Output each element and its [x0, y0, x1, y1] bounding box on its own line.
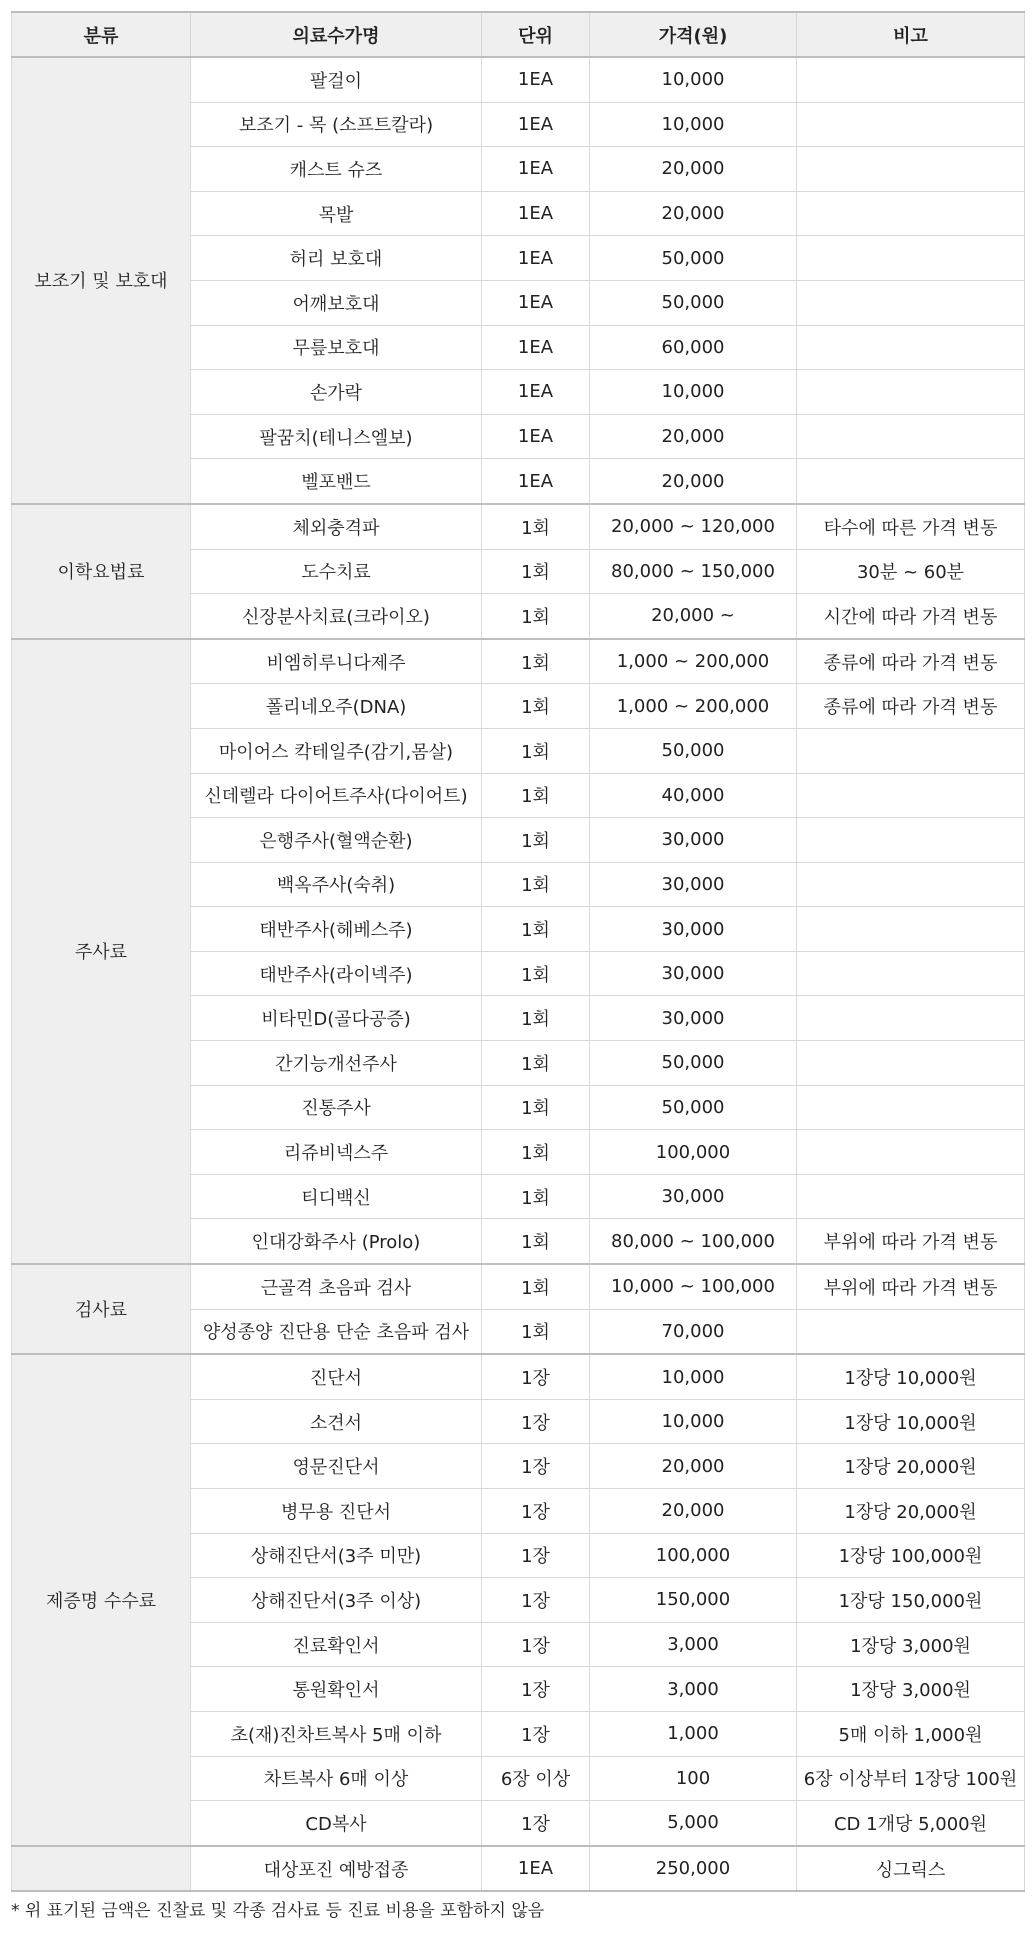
note-cell — [797, 818, 1025, 863]
price-cell: 30,000 — [590, 951, 797, 996]
note-cell — [797, 996, 1025, 1041]
unit-cell: 1장 — [482, 1801, 590, 1846]
note-cell: 싱그릭스 — [797, 1846, 1025, 1892]
price-cell: 50,000 — [590, 280, 797, 325]
item-name-cell: 진단서 — [191, 1354, 482, 1399]
unit-cell: 1회 — [482, 1174, 590, 1219]
item-name-cell: 태반주사(라이넥주) — [191, 951, 482, 996]
header-category: 분류 — [12, 12, 191, 57]
unit-cell: 1회 — [482, 1130, 590, 1175]
item-name-cell: 진료확인서 — [191, 1622, 482, 1667]
item-name-cell: 벨포밴드 — [191, 459, 482, 504]
table-row — [12, 1846, 1025, 1892]
price-cell: 150,000 — [590, 1578, 797, 1623]
note-cell — [797, 773, 1025, 818]
item-name-cell: 진통주사 — [191, 1085, 482, 1130]
unit-cell: 1회 — [482, 1041, 590, 1086]
note-cell: 6장 이상부터 1장당 100원 — [797, 1756, 1025, 1801]
item-name-cell: 목발 — [191, 191, 482, 236]
unit-cell: 1회 — [482, 1219, 590, 1264]
item-name-cell: 상해진단서(3주 이상) — [191, 1578, 482, 1623]
unit-cell: 1장 — [482, 1444, 590, 1489]
unit-cell: 1회 — [482, 818, 590, 863]
note-cell — [797, 57, 1025, 102]
unit-cell: 1회 — [482, 862, 590, 907]
unit-cell: 1회 — [482, 728, 590, 773]
item-name-cell: 근골격 초음파 검사 — [191, 1264, 482, 1309]
unit-cell: 1장 — [482, 1489, 590, 1534]
price-cell: 30,000 — [590, 1174, 797, 1219]
note-cell: 부위에 따라 가격 변동 — [797, 1219, 1025, 1264]
item-name-cell: 백옥주사(숙취) — [191, 862, 482, 907]
price-cell: 250,000 — [590, 1846, 797, 1892]
note-cell — [797, 1085, 1025, 1130]
price-cell: 100 — [590, 1756, 797, 1801]
item-name-cell: 허리 보호대 — [191, 236, 482, 281]
table-row — [12, 504, 1025, 549]
item-name-cell: 신데렐라 다이어트주사(다이어트) — [191, 773, 482, 818]
table-row — [12, 1354, 1025, 1399]
footnote: * 위 표기된 금액은 진찰료 및 각종 검사료 등 진료 비용을 포함하지 않음 — [11, 1901, 545, 1921]
price-cell: 20,000 — [590, 1444, 797, 1489]
price-table — [11, 11, 1025, 1892]
unit-cell: 6장 이상 — [482, 1756, 590, 1801]
note-cell: 1장당 3,000원 — [797, 1667, 1025, 1712]
unit-cell: 1회 — [482, 504, 590, 549]
price-cell: 10,000 ~ 100,000 — [590, 1264, 797, 1309]
price-cell: 20,000 — [590, 414, 797, 459]
price-cell: 10,000 — [590, 57, 797, 102]
item-name-cell: 은행주사(혈액순환) — [191, 818, 482, 863]
note-cell — [797, 325, 1025, 370]
item-name-cell: 영문진단서 — [191, 1444, 482, 1489]
item-name-cell: 무릎보호대 — [191, 325, 482, 370]
unit-cell: 1회 — [482, 1085, 590, 1130]
price-cell: 20,000 — [590, 191, 797, 236]
item-name-cell: 양성종양 진단용 단순 초음파 검사 — [191, 1309, 482, 1354]
item-name-cell: 팔걸이 — [191, 57, 482, 102]
unit-cell: 1장 — [482, 1622, 590, 1667]
price-cell: 30,000 — [590, 862, 797, 907]
unit-cell: 1장 — [482, 1399, 590, 1444]
table-body — [12, 57, 1025, 1891]
price-cell: 40,000 — [590, 773, 797, 818]
item-name-cell: 팔꿈치(테니스엘보) — [191, 414, 482, 459]
unit-cell: 1EA — [482, 325, 590, 370]
unit-cell: 1회 — [482, 996, 590, 1041]
item-name-cell: 간기능개선주사 — [191, 1041, 482, 1086]
unit-cell: 1장 — [482, 1578, 590, 1623]
note-cell: 1장당 20,000원 — [797, 1489, 1025, 1534]
price-cell: 30,000 — [590, 907, 797, 952]
unit-cell: 1장 — [482, 1533, 590, 1578]
unit-cell: 1EA — [482, 147, 590, 192]
item-name-cell: 병무용 진단서 — [191, 1489, 482, 1534]
unit-cell: 1장 — [482, 1667, 590, 1712]
price-cell: 100,000 — [590, 1533, 797, 1578]
note-cell — [797, 370, 1025, 415]
price-cell: 70,000 — [590, 1309, 797, 1354]
unit-cell: 1회 — [482, 907, 590, 952]
unit-cell: 1EA — [482, 57, 590, 102]
note-cell — [797, 1130, 1025, 1175]
note-cell: 1장당 3,000원 — [797, 1622, 1025, 1667]
item-name-cell: 티디백신 — [191, 1174, 482, 1219]
item-name-cell: 소견서 — [191, 1399, 482, 1444]
note-cell — [797, 414, 1025, 459]
item-name-cell: 비타민D(골다공증) — [191, 996, 482, 1041]
item-name-cell: 신장분사치료(크라이오) — [191, 594, 482, 639]
unit-cell: 1회 — [482, 1264, 590, 1309]
price-cell: 3,000 — [590, 1667, 797, 1712]
item-name-cell: 폴리네오주(DNA) — [191, 684, 482, 729]
unit-cell: 1회 — [482, 549, 590, 594]
unit-cell: 1EA — [482, 102, 590, 147]
item-name-cell: 태반주사(헤베스주) — [191, 907, 482, 952]
price-cell: 20,000 ~ — [590, 594, 797, 639]
price-cell: 50,000 — [590, 236, 797, 281]
item-name-cell: 보조기 - 목 (소프트칼라) — [191, 102, 482, 147]
price-cell: 50,000 — [590, 1085, 797, 1130]
category-cell: 주사료 — [12, 639, 191, 1264]
price-cell: 1,000 ~ 200,000 — [590, 639, 797, 684]
price-cell: 5,000 — [590, 1801, 797, 1846]
price-cell: 10,000 — [590, 1354, 797, 1399]
item-name-cell: 대상포진 예방접종 — [191, 1846, 482, 1892]
item-name-cell: 체외충격파 — [191, 504, 482, 549]
note-cell — [797, 951, 1025, 996]
unit-cell: 1EA — [482, 459, 590, 504]
unit-cell: 1EA — [482, 236, 590, 281]
price-cell: 30,000 — [590, 818, 797, 863]
price-cell: 100,000 — [590, 1130, 797, 1175]
header-note: 비고 — [797, 12, 1025, 57]
note-cell — [797, 728, 1025, 773]
note-cell — [797, 1174, 1025, 1219]
price-cell: 60,000 — [590, 325, 797, 370]
item-name-cell: 초(재)진차트복사 5매 이하 — [191, 1711, 482, 1756]
item-name-cell: 리쥬비넥스주 — [191, 1130, 482, 1175]
unit-cell: 1회 — [482, 639, 590, 684]
note-cell: 종류에 따라 가격 변동 — [797, 684, 1025, 729]
note-cell — [797, 280, 1025, 325]
note-cell — [797, 236, 1025, 281]
note-cell — [797, 1041, 1025, 1086]
price-cell: 50,000 — [590, 728, 797, 773]
item-name-cell: 손가락 — [191, 370, 482, 415]
unit-cell: 1회 — [482, 773, 590, 818]
note-cell: 시간에 따라 가격 변동 — [797, 594, 1025, 639]
table-row — [12, 1264, 1025, 1309]
price-cell: 80,000 ~ 100,000 — [590, 1219, 797, 1264]
note-cell: 1장당 10,000원 — [797, 1399, 1025, 1444]
header-item-name: 의료수가명 — [191, 12, 482, 57]
price-cell: 50,000 — [590, 1041, 797, 1086]
table-row — [12, 57, 1025, 102]
category-cell: 제증명 수수료 — [12, 1354, 191, 1846]
note-cell — [797, 147, 1025, 192]
unit-cell: 1장 — [482, 1711, 590, 1756]
unit-cell: 1EA — [482, 370, 590, 415]
note-cell — [797, 102, 1025, 147]
note-cell — [797, 191, 1025, 236]
unit-cell: 1회 — [482, 1309, 590, 1354]
unit-cell: 1EA — [482, 414, 590, 459]
item-name-cell: 상해진단서(3주 미만) — [191, 1533, 482, 1578]
unit-cell: 1장 — [482, 1354, 590, 1399]
note-cell: 1장당 100,000원 — [797, 1533, 1025, 1578]
item-name-cell: 어깨보호대 — [191, 280, 482, 325]
item-name-cell: 인대강화주사 (Prolo) — [191, 1219, 482, 1264]
item-name-cell: 차트복사 6매 이상 — [191, 1756, 482, 1801]
header-unit: 단위 — [482, 12, 590, 57]
unit-cell: 1회 — [482, 951, 590, 996]
price-cell: 10,000 — [590, 102, 797, 147]
item-name-cell: CD복사 — [191, 1801, 482, 1846]
price-cell: 1,000 ~ 200,000 — [590, 684, 797, 729]
price-cell: 10,000 — [590, 1399, 797, 1444]
category-cell: 보조기 및 보호대 — [12, 57, 191, 504]
unit-cell: 1회 — [482, 684, 590, 729]
unit-cell: 1EA — [482, 280, 590, 325]
header-price: 가격(원) — [590, 12, 797, 57]
price-cell: 80,000 ~ 150,000 — [590, 549, 797, 594]
category-cell: 이학요법료 — [12, 504, 191, 639]
price-cell: 20,000 — [590, 1489, 797, 1534]
item-name-cell: 비엠히루니다제주 — [191, 639, 482, 684]
item-name-cell: 통원확인서 — [191, 1667, 482, 1712]
price-cell: 1,000 — [590, 1711, 797, 1756]
note-cell: CD 1개당 5,000원 — [797, 1801, 1025, 1846]
table-header-row — [12, 12, 1025, 57]
category-cell: 검사료 — [12, 1264, 191, 1354]
note-cell: 타수에 따른 가격 변동 — [797, 504, 1025, 549]
note-cell: 1장당 10,000원 — [797, 1354, 1025, 1399]
category-cell — [12, 1846, 191, 1892]
unit-cell: 1EA — [482, 191, 590, 236]
price-cell: 20,000 ~ 120,000 — [590, 504, 797, 549]
item-name-cell: 도수치료 — [191, 549, 482, 594]
note-cell — [797, 862, 1025, 907]
price-cell: 20,000 — [590, 147, 797, 192]
note-cell: 30분 ~ 60분 — [797, 549, 1025, 594]
price-cell: 30,000 — [590, 996, 797, 1041]
note-cell: 1장당 150,000원 — [797, 1578, 1025, 1623]
unit-cell: 1회 — [482, 594, 590, 639]
item-name-cell: 캐스트 슈즈 — [191, 147, 482, 192]
note-cell — [797, 907, 1025, 952]
table-row — [12, 639, 1025, 684]
item-name-cell: 마이어스 칵테일주(감기,몸살) — [191, 728, 482, 773]
note-cell — [797, 1309, 1025, 1354]
note-cell: 부위에 따라 가격 변동 — [797, 1264, 1025, 1309]
price-cell: 3,000 — [590, 1622, 797, 1667]
unit-cell: 1EA — [482, 1846, 590, 1892]
note-cell — [797, 459, 1025, 504]
price-cell: 10,000 — [590, 370, 797, 415]
price-cell: 20,000 — [590, 459, 797, 504]
note-cell: 5매 이하 1,000원 — [797, 1711, 1025, 1756]
note-cell: 1장당 20,000원 — [797, 1444, 1025, 1489]
note-cell: 종류에 따라 가격 변동 — [797, 639, 1025, 684]
